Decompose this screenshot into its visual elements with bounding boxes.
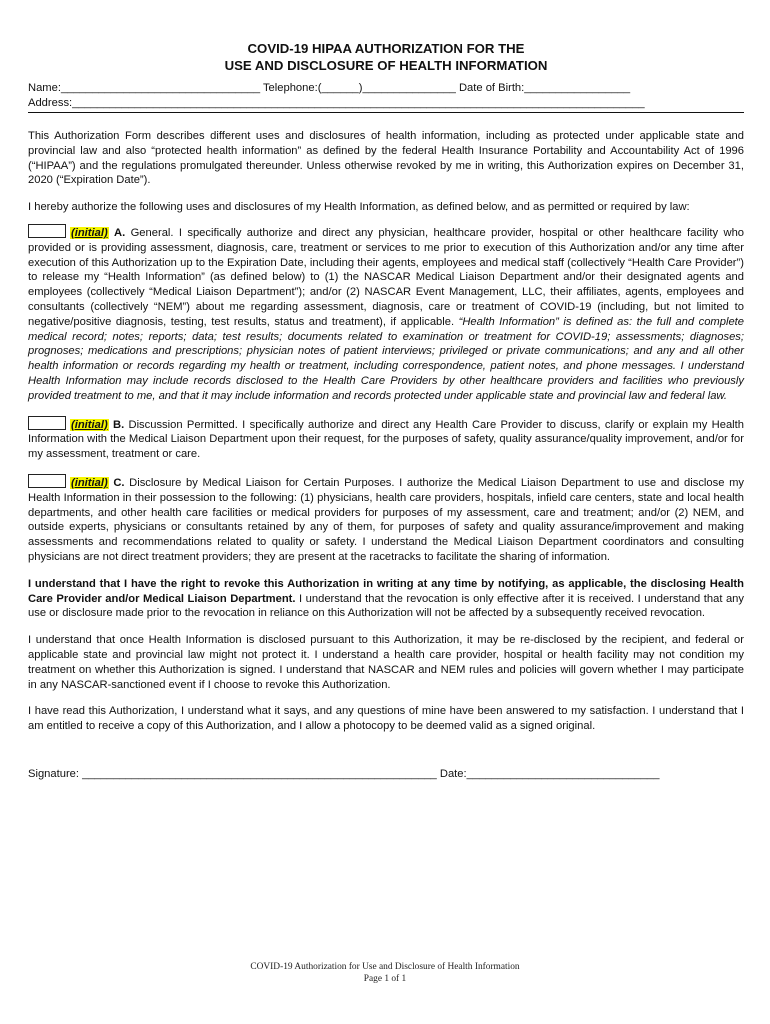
date-field[interactable]: _______________________________: [466, 767, 660, 780]
redisclose-paragraph: I understand that once Health Information is disclosed pursuant to this Authorization, it may be re-disclosed by the recipient, and federal or applicable state and provincial law might not protect it. I understand a health care provider, hospital or health facility may not condition my treatment on whether this Authorization is signed. I understand that NASCAR and NEM rules and policies will govern whether I may participate in any NASCAR-sanctioned event if I choose to revoke this Authorization.: [28, 634, 744, 691]
signature-label: Signature:: [28, 767, 83, 780]
section-a-text: General. I specifically authorize and direct any physician, healthcare provider, hospital or other healthcare facility who provided or is providing assessment, diagnosis, care, treatment or services to me prior to execution of this Authorization and/or any time after execution of this Authorization up to the Expiration Date, including their agents, employees and medical staff (collectively “Health Care Provider”) to release my “Health Information” (as defined below) to (1) the NASCAR Medical Liaison Department and/or their designated agents and employees (collectively “Medical Liaison Department”); and/or (2) NASCAR Event Management, LLC, their affiliates, agents, employees and consultants (collectively “NEM”) about me regarding assessment, diagnosis, care or treatment of COVID-19 (including, but not limited to negative/positive diagnosis, testing, test results, status and treatment), if applicable.: [28, 226, 745, 328]
document-title: [28, 40, 744, 74]
revoke-text: I understand that the revocation is only effective after it is received. I understand that any use or disclosure made prior to the revocation in reliance on this Authorization will not be affected by a subsequently received revocation.: [28, 592, 744, 620]
section-c: [28, 474, 744, 565]
address-label: Address:: [28, 97, 73, 109]
name-phone-dob-row: [28, 81, 744, 96]
name-field[interactable]: ________________________________: [60, 82, 261, 94]
title-line-1: COVID-19 HIPAA AUTHORIZATION FOR THE: [247, 41, 525, 56]
footer-page-number: Page 1 of 1: [363, 974, 407, 984]
initial-box-a[interactable]: [28, 224, 66, 238]
telephone-label: Telephone:(: [262, 82, 322, 94]
initial-box-c[interactable]: [28, 474, 66, 488]
footer-title: COVID-19 Authorization for Use and Disclosure of Health Information: [250, 962, 520, 972]
authorize-paragraph: I hereby authorize the following uses and disclosures of my Health Information, as defined below, and as permitted or required by law:: [28, 201, 690, 214]
dob-field[interactable]: _________________: [524, 82, 631, 94]
intro-paragraph: This Authorization Form describes different uses and disclosures of health information, including as protected under applicable state and provincial law and also “protected health information” as defined by the federal Health Insurance Portability and Accountability Act of 1996 (“HIPAA”) and the regulations promulgated thereunder. Unless otherwise revoked by me in writing, this Authorization expires on December 31, 2020 (“Expiration Date”).: [28, 130, 744, 187]
section-b-text: Discussion Permitted. I specifically authorize and direct any Health Care Provider to discuss, clarify or explain my Health Information with the Medical Liaison Department upon their request, for the purposes of safety, quality assurance/quality improvement, and/or for my assessment, treatment or care.: [28, 418, 744, 461]
signature-row: [28, 767, 744, 782]
section-c-letter: C.: [113, 476, 125, 489]
section-a-definition: “Health Information” is defined as: the full and complete medical record; notes; reports; data; test results; documents related to examination or treatment for COVID-19; assessments; diagnoses; prognoses; medications and prescriptions; physician notes of patient interviews; privileged or private communications; and any and all other health information or records regarding my health or treatment, including correspondence, patient notes, and phone messages. I understand Health Information may include records disclosed to the Health Care Providers by other healthcare providers and facilities who previously provided treatment to me, and that it may include information and records protected under applicable state and provincial law and federal law.: [28, 315, 745, 402]
name-label: Name:: [28, 82, 61, 94]
document-page: [28, 40, 744, 782]
initial-label-c: (initial): [71, 476, 108, 489]
section-b: [28, 416, 744, 462]
initial-box-b[interactable]: [28, 416, 66, 430]
telephone-close-paren: ): [358, 82, 363, 94]
revoke-bold-text: I understand that I have the right to revoke this Authorization in writing at any time by notifying, as applicable, the disclosing Health Care Provider and/or Medical Liaison Department.: [28, 577, 744, 605]
signature-field[interactable]: _________________________________________________________: [82, 767, 437, 780]
telephone-field[interactable]: _______________: [362, 82, 456, 94]
section-a: [28, 224, 744, 404]
telephone-area-field[interactable]: ______: [321, 82, 359, 94]
date-label: Date:: [436, 767, 467, 780]
dob-label: Date of Birth:: [458, 82, 525, 94]
title-line-2: USE AND DISCLOSURE OF HEALTH INFORMATION: [224, 58, 548, 73]
patient-fields: [28, 81, 744, 113]
address-row: [28, 96, 744, 111]
section-b-letter: B.: [112, 418, 125, 431]
page-footer: [0, 961, 770, 985]
revoke-paragraph: [28, 577, 744, 621]
address-field[interactable]: ____________________________________________________________________________________________: [72, 97, 645, 109]
initial-label-b: (initial): [71, 418, 108, 431]
section-c-text: Disclosure by Medical Liaison for Certain Purposes. I authorize the Medical Liaison Department to use and disclose my Health Information in their possession to the following: (1) physicians, health care providers, hospitals, infield care centers, state and local health departments, and other health care facilities or medical providers for purposes of my assessment, care and treatment; and/or (2) NEM, and outside experts, physicians or consultants retained by any of them, for purposes of safety and quality assurance/improvement and making assessments and recommendations related to quality or safety. I understand the Medical Liaison Department coordinators and consulting physicians are not direct treatment providers; they are present at the racetracks to facilitate the sharing of information.: [28, 476, 745, 563]
acknowledgement-paragraph: I have read this Authorization, I understand what it says, and any questions of mine have been answered to my satisfaction. I understand that I am entitled to receive a copy of this Authorization, and I allow a photocopy to be deemed valid as a signed original.: [28, 705, 744, 733]
section-a-letter: A.: [114, 226, 126, 239]
initial-label-a: (initial): [71, 226, 108, 239]
